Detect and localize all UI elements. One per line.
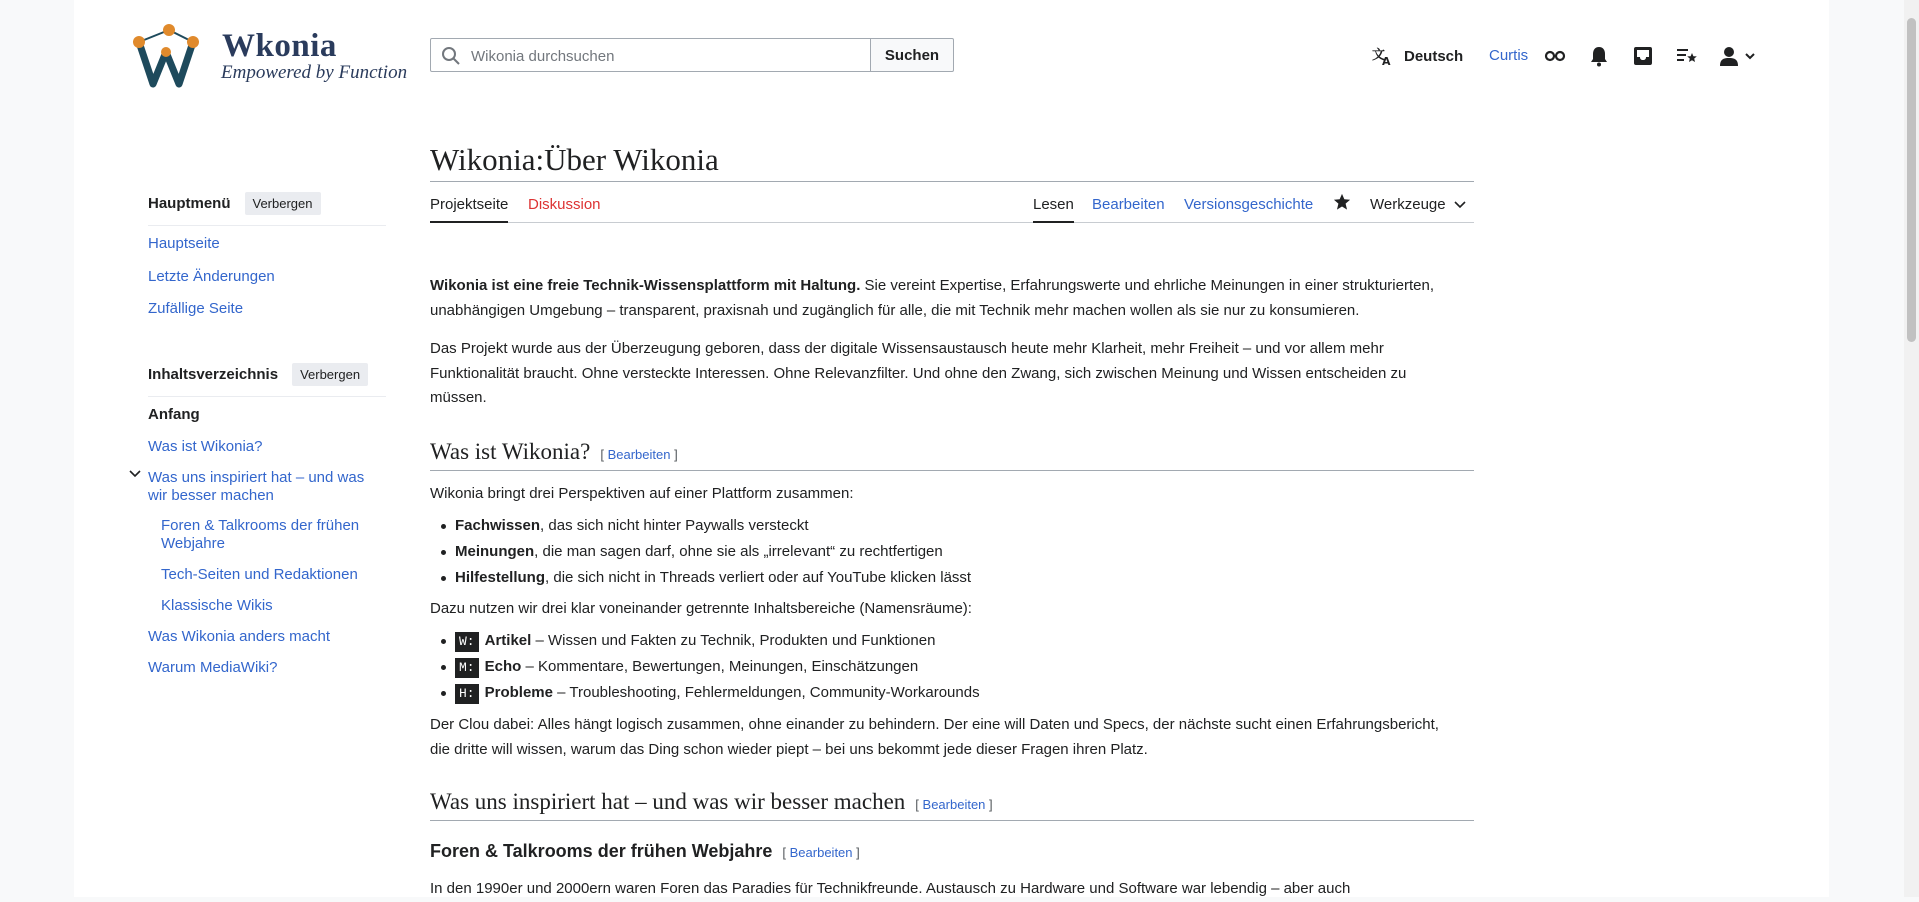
tab-edit[interactable]: Bearbeiten — [1092, 196, 1165, 213]
main-menu-title: Hauptmenü — [148, 195, 231, 212]
watchlist-star-list-icon[interactable] — [1675, 44, 1699, 68]
toc-item-what-is[interactable]: Was ist Wikonia? — [148, 438, 263, 455]
tab-discussion[interactable]: Diskussion — [528, 196, 601, 213]
toc-item-top[interactable]: Anfang — [148, 406, 200, 423]
svg-text:文: 文 — [1372, 48, 1386, 63]
svg-text:A: A — [1382, 55, 1391, 66]
sidebar-item-hauptseite[interactable]: Hauptseite — [148, 235, 220, 252]
sidebar-item-random-page[interactable]: Zufällige Seite — [148, 300, 244, 317]
namespace-badge: H: — [455, 684, 479, 704]
edit-link[interactable]: Bearbeiten — [607, 447, 671, 462]
tools-dropdown[interactable] — [1370, 196, 1466, 213]
user-menu-icon[interactable] — [1719, 44, 1755, 68]
list-item: Hilfestellung, die sich nicht in Threads verliert oder auf YouTube klicken lässt — [440, 565, 971, 591]
tab-read[interactable]: Lesen — [1033, 196, 1074, 213]
list-item: Meinungen, die man sagen darf, ohne sie als „irrelevant“ zu rechtfertigen — [440, 539, 971, 565]
list-item: W: Artikel – Wissen und Fakten zu Technik, Produkten und Funktionen — [440, 628, 980, 654]
toc-title: Inhaltsverzeichnis — [148, 366, 279, 383]
user-page-link[interactable]: Curtis — [1489, 47, 1529, 64]
paragraph — [430, 713, 1474, 762]
search-icon — [441, 46, 461, 66]
sidebar-item-recent-changes[interactable]: Letzte Änderungen — [148, 268, 275, 285]
logo-title[interactable]: Wkonia — [222, 28, 337, 64]
paragraph-line: Das Projekt wurde aus der Überzeugung geboren, dass der digitale Wissensaustausch heute mehr Klarheit, mehr Freiheit – und vor allem mehr — [430, 340, 1384, 357]
paragraph — [430, 337, 1474, 411]
list-item: H: Probleme – Troubleshooting, Fehlermeldungen, Community-Workarounds — [440, 680, 980, 706]
perspectives-list — [440, 513, 971, 591]
search-input[interactable] — [469, 41, 863, 71]
paragraph: Dazu nutzen wir drei klar voneinander getrennte Inhaltsbereiche (Namensräume): — [430, 600, 972, 617]
notices-inbox-icon[interactable] — [1631, 44, 1655, 68]
toc-item-different[interactable]: Was Wikonia anders macht — [148, 628, 331, 645]
paragraph-line: Der Clou dabei: Alles hängt logisch zusammen, ohne einander zu behindern. Der eine will Daten und Specs, der nächste sucht einen Erfahrungsbericht, — [430, 716, 1439, 733]
intro-text: Sie vereint Expertise, Erfahrungswerte und ehrliche Meinungen in einer strukturierten, — [860, 277, 1434, 294]
edit-link[interactable]: Bearbeiten — [789, 845, 853, 860]
tab-project-page[interactable]: Projektseite — [430, 196, 509, 213]
paragraph: Wikonia bringt drei Perspektiven auf einer Plattform zusammen: — [430, 485, 854, 502]
watch-star-icon[interactable] — [1333, 193, 1351, 211]
chevron-down-icon[interactable] — [128, 469, 142, 479]
toc-item-inspired-line2[interactable]: wir besser machen — [148, 487, 274, 504]
edit-section-link[interactable]: [ Bearbeiten ] — [782, 845, 860, 860]
list-item: M: Echo – Kommentare, Bewertungen, Meinungen, Einschätzungen — [440, 654, 980, 680]
search-field[interactable] — [430, 38, 871, 72]
notifications-bell-icon[interactable] — [1587, 44, 1611, 68]
scrollbar[interactable] — [1904, 0, 1919, 897]
intro-bold: Wikonia ist eine freie Technik-Wissensplattform mit Haltung. — [430, 277, 861, 294]
list-item: Fachwissen, das sich nicht hinter Paywalls versteckt — [440, 513, 971, 539]
divider — [148, 225, 386, 226]
search-button[interactable]: Suchen — [871, 38, 954, 72]
toc-item-why-mediawiki[interactable]: Warum MediaWiki? — [148, 659, 278, 676]
watchlist-glasses-icon[interactable] — [1543, 44, 1567, 68]
paragraph-line: müssen. — [430, 389, 487, 406]
paragraph-line: Funktionalität braucht. Ohne versteckte Interessen. Ohne Relevanzfilter. Und ohne den Zwang, sich zwischen Meinung und Wissen entscheiden zu — [430, 364, 1407, 382]
heading-text: Was ist Wikonia? — [430, 439, 591, 464]
edit-section-link[interactable]: [ Bearbeiten ] — [600, 447, 678, 462]
edit-link[interactable]: Bearbeiten — [922, 797, 986, 812]
paragraph-line: die dritte will wissen, warum das Ding schon wieder piept – bei uns bekommt jede dieser Fragen ihren Platz. — [430, 740, 1148, 758]
toc-item-forums-line2[interactable]: Webjahre — [161, 535, 225, 552]
divider — [430, 222, 1474, 223]
heading-text: Was uns inspiriert hat – und was wir besser machen — [430, 789, 906, 814]
toc-section — [148, 363, 386, 397]
tab-history[interactable]: Versionsgeschichte — [1184, 196, 1314, 213]
chevron-down-icon — [1454, 201, 1466, 209]
namespaces-list — [440, 628, 980, 706]
logo-subtitle: Empowered by Function — [221, 62, 408, 83]
scrollbar-thumb[interactable] — [1907, 18, 1916, 342]
heading-text: Foren & Talkrooms der frühen Webjahre — [430, 841, 773, 861]
toc-item-tech-sites[interactable]: Tech-Seiten und Redaktionen — [161, 566, 358, 583]
intro-paragraph — [430, 274, 1474, 323]
language-icon — [1372, 46, 1394, 66]
divider — [148, 396, 386, 397]
namespace-badge: W: — [455, 632, 479, 652]
tools-label: Werkzeuge — [1370, 196, 1446, 213]
toc-hide-button[interactable]: Verbergen — [292, 363, 368, 386]
toc-item-inspired-line1[interactable]: Was uns inspiriert hat – und was — [148, 469, 365, 486]
wikonia-logo-icon[interactable] — [131, 24, 201, 92]
section-heading-what-is — [430, 439, 1474, 471]
section-heading-inspired — [430, 789, 1474, 821]
intro-text: unabhängigen Umgebung – transparent, praxisnah und zugänglich für alle, die mit Technik mehr machen wollen als sie nur zu konsumieren. — [430, 301, 1360, 319]
subsection-heading-forums — [430, 841, 860, 862]
language-label: Deutsch — [1404, 47, 1464, 65]
main-menu-section — [148, 192, 386, 226]
divider — [430, 181, 1474, 182]
namespace-badge: M: — [455, 658, 479, 678]
language-button[interactable] — [1372, 45, 1463, 67]
page-title: Wikonia:Über Wikonia — [430, 142, 719, 177]
edit-section-link[interactable]: [ Bearbeiten ] — [915, 797, 993, 812]
toc-item-forums-line1[interactable]: Foren & Talkrooms der frühen — [161, 517, 360, 534]
paragraph: In den 1990er und 2000ern waren Foren das Paradies für Technikfreunde. Austausch zu Hardware und Software war lebendig – aber auch — [430, 880, 1351, 897]
main-menu-hide-button[interactable]: Verbergen — [245, 192, 321, 215]
toc-item-classic-wikis[interactable]: Klassische Wikis — [161, 597, 273, 614]
